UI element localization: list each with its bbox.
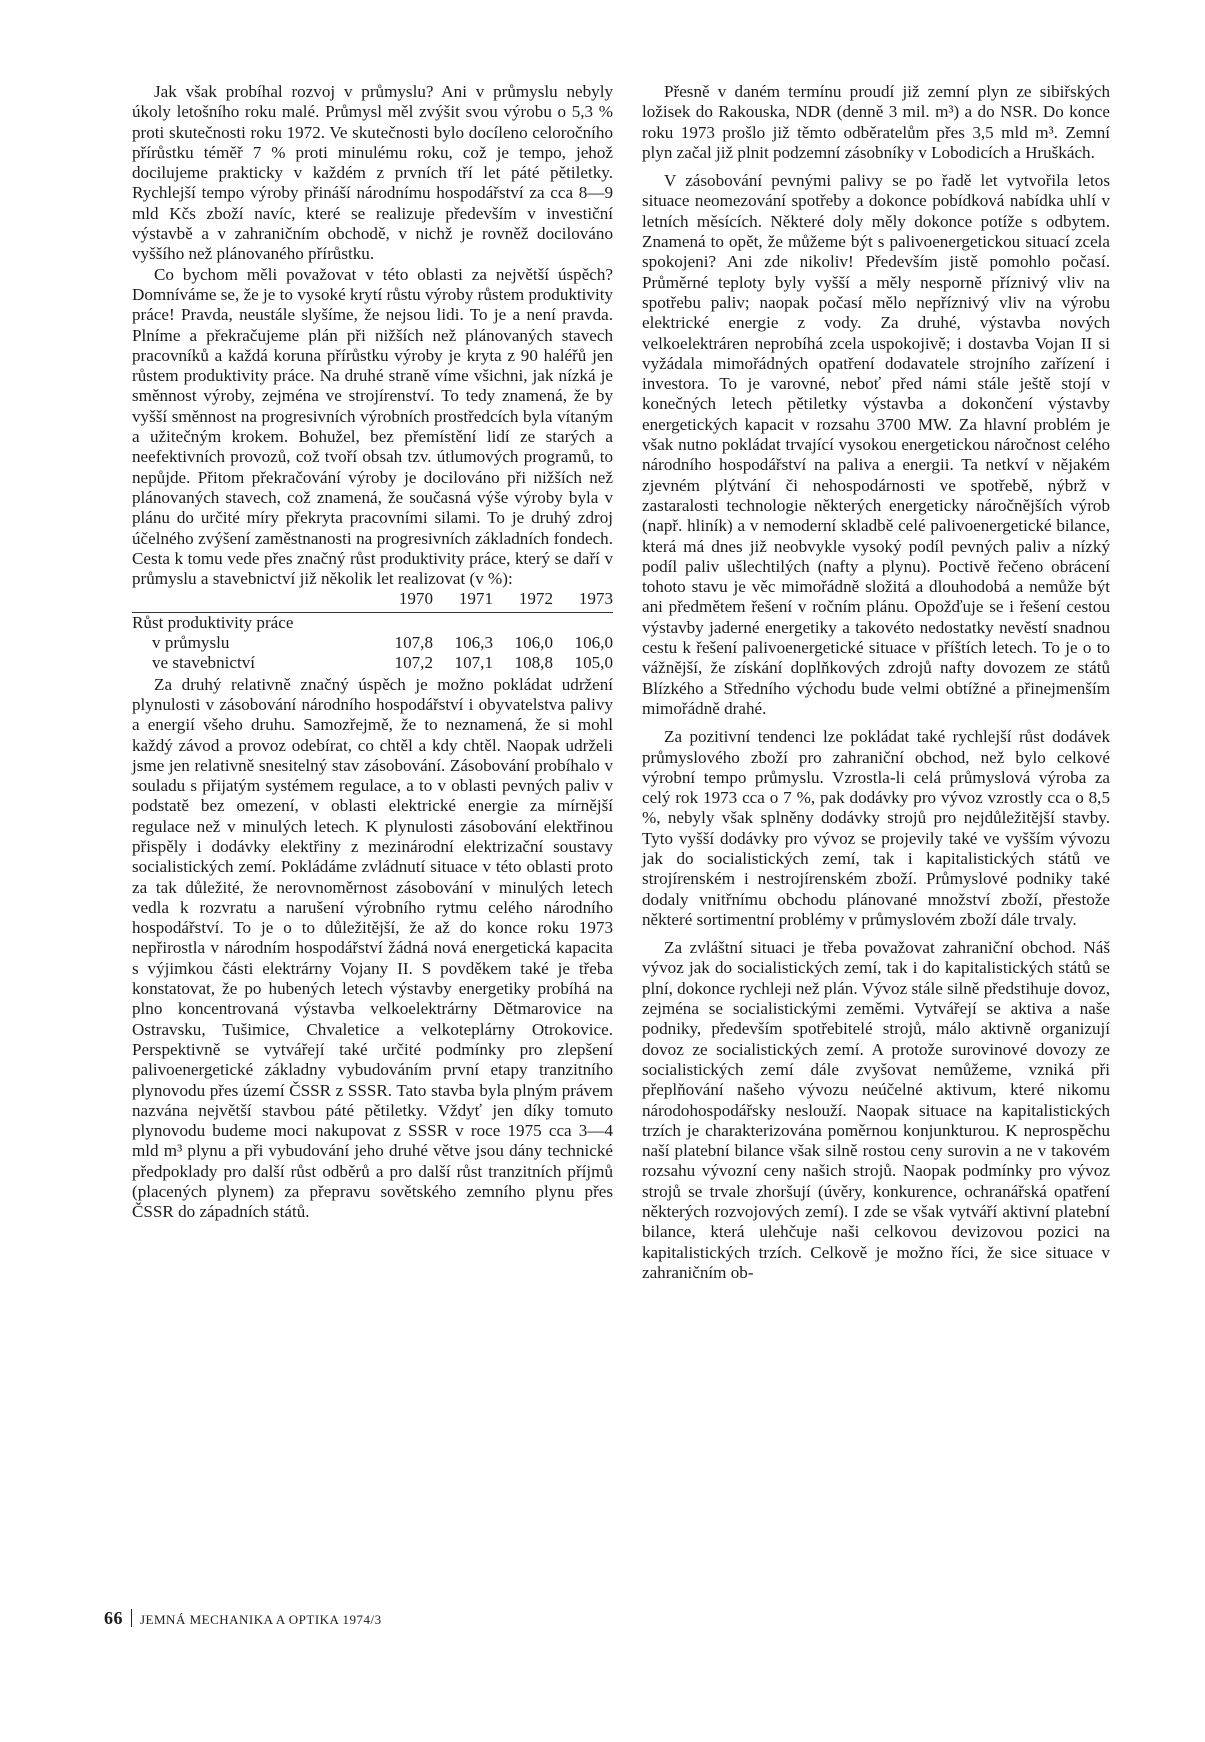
table-cell: 108,8 xyxy=(514,653,553,673)
table-cell: 107,8 xyxy=(394,633,433,653)
paragraph: Co bychom měli považovat v této oblasti za největší úspěch? Domníváme se, že je to vysoké krytí růstu výroby růstem produktivity práce! Pravda, neustále slyšíme, že nejsou lidi. To je a není pravda. Plníme a překračujeme plán při nižších než plánovaných stavech pracovníků a každá koruna přírůstku výroby je kryta z 90 haléřů jen růstem produktivity práce. Na druhé straně víme všichni, jak nízká je směnnost výroby, zejména ve strojírenství. To tedy znamená, že by vyšší směnnost na progresivních výrobních prostředcích byla vítaným a užitečným krokem. Bohužel, bez přemístění lidí ze starých a neefektivních provozů, což tvoří obsah tzv. útlumových programů, to nepůjde. Přitom překračování výroby je docilováno při nižších než plánovaných stavech, což znamená, že současná výše výroby byla v plánu do určité míry překryta pracovními silami. To je druhý zdroj účelného zvýšení zaměstnanosti na progresivních základních fondech. Cesta k tomu vede přes značný růst produktivity práce, který se daří v průmyslu a stavebnictví již několik let realizovat (v %): xyxy=(132,264,613,589)
table-cell: 106,0 xyxy=(514,633,553,653)
paragraph: Za druhý relativně značný úspěch je možno pokládat udržení plynulosti v zásobování národního hospodářství i obyvatelstva palivy a energií všeho druhu. Samozřejmě, že to neznamená, že si mohl každý závod a provoz odebírat, co chtěl a kdy chtěl. Naopak udrželi jsme jen relativně snesitelný stav zásobování. Zásobování probíhalo v souladu s přijatým systémem regulace, a to v oblasti pevných paliv v podstatě bez omezení, v oblasti elektrické energie za mírnější regulace než v minulých letech. K plynulosti zásobování elektřinou přispěly i dodávky elektřiny z mezinárodní elektrizační soustavy socialistických zemí. Pokládáme zvládnutí situace v této oblasti proto za tak důležité, že nerovnoměrnost zásobování v minulých letech vedla k rozvratu a narušení výrobního rytmu celého národního hospodářství. To je o to důležitější, že až do konce roku 1973 nepřirostla v národním hospodářství žádná nová energetická kapacita s výjimkou části elektrárny Vojany II. S povděkem také je třeba konstatovat, že po hubených letech výstavby energetiky probíhá na plno koncentrovaná výstavba velkoelektrárny Dětmarovice na Ostravsku, Tušimice, Chvaletice a velkoteplárny Otrokovice. Perspektivně se vytvářejí také určité podmínky pro zlepšení palivoenergetické základny vybudováním první etapy tranzitního plynovodu přes území ČSSR z SSSR. Tato stavba byla plným právem nazvána největší stavbou páté pětiletky. Vždyť jen díky tomuto plynovodu budeme moci nakupovat z SSSR v roce 1975 cca 3—4 mld m³ plynu a při vybudování jeho druhé větve jsou dány technické předpoklady pro další růst odběrů a pro další růst tranzitních příjmů (placených plynem) za přepravu sovětského zemního plynu přes ČSSR do západních států. xyxy=(132,674,613,1222)
paragraph: Za pozitivní tendenci lze pokládat také rychlejší růst dodávek průmyslového zboží pro zahraniční obchod, než bylo celkové výrobní tempo průmyslu. Vzrostla-li celá průmyslová výroba za celý rok 1973 cca o 7 %, pak dodávky pro vývoz vzrostly cca o 8,5 %, nebyly však splněny dodávky strojů pro nejdůležitější stavby. Tyto vyšší dodávky pro vývoz se projevily také ve vyšším vývozu jak do socialistických zemí, tak i kapitalistických států ve strojírenském i nestrojírenském zboží. Průmyslové podniky také dodaly vnitřnímu obchodu plánované množství zboží, přestože některé sortimentní problémy v průmyslovém zboží dále trvaly. xyxy=(642,727,1110,929)
footer-divider xyxy=(131,1609,132,1627)
paragraph: V zásobování pevnými palivy se po řadě let vytvořila letos situace neomezování spotřeby a dokonce pobídková nabídka uhlí v letních měsících. Některé doly měly dokonce potíže s odbytem. Znamená to opět, že můžeme být s palivoenergetickou situací zcela spokojeni? Ani zde nikoliv! Především jistě pomohlo počasí. Průměrné teploty byly vyšší a měly nesporně příznivý vliv na spotřebu paliv; naopak počasí mělo nepříznivý vliv na výrobu elektrické energie z vody. Za druhé, výstavba nových velkoelektráren neprobíhá zcela uspokojivě; i dostavba Vojan II si vyžádala mimořádných opatření dodavatele strojního zařízení i investora. To je varovné, neboť před námi stále ještě stojí v konečných letech pětiletky výstavba a dokončení výstavby energetických kapacit v rozsahu 3700 MW. Za hlavní problém je však nutno pokládat trvající vysokou energetickou náročnost celého národního hospodářství na paliva a energii. Ta netkví v nějakém zjevném plýtvání či nehospodárnosti ve spotřebě, nýbrž v zastaralosti technologie některých energeticky náročnějších výrob (např. hliník) a v nemoderní skladbě celé palivoenergetické bilance, která má dnes již neobvykle vysoký podíl pevných paliv a nízký podíl paliv ušlechtilých (nafty a plynu). Poctivě řečeno obrácení tohoto stavu je věc mimořádně složitá a dlouhodobá a nemůže být ani předmětem řešení v ročním plánu. Opožďuje se i řešení cestou výstavby jaderné energetiky a takovéto nedostatky nevěstí snadnou cestu k řešení palivoenergetické situace v příštích letech. To je o to vážnější, že získání doplňkových zdrojů nafty dovozem ze států Blízkého a Středního východu bude velmi obtížné a přinejmenším mimořádně drahé. xyxy=(642,171,1110,718)
page-number: 66 xyxy=(104,1608,123,1628)
table-cell: 107,2 xyxy=(394,653,433,673)
journal-name: JEMNÁ MECHANIKA A OPTIKA 1974/3 xyxy=(140,1612,382,1627)
year-header: 1971 xyxy=(433,589,493,612)
paragraph: Přesně v daném termínu proudí již zemní plyn ze sibiřských ložisek do Rakouska, NDR (denně 3 mil. m³) a do NSR. Do konce roku 1973 prošlo již těmto odběratelům přes 3,5 mld m³. Zemní plyn začal již plnit podzemní zásobníky v Lobodicích a Hruškách. xyxy=(642,82,1110,162)
table-group-label: Růst produktivity práce xyxy=(132,612,294,632)
year-header: 1970 xyxy=(373,589,433,612)
year-header: 1972 xyxy=(493,589,553,612)
table-row xyxy=(132,653,613,673)
page-footer xyxy=(104,1608,382,1629)
productivity-table xyxy=(132,589,613,673)
paragraph: Za zvláštní situaci je třeba považovat zahraniční obchod. Náš vývoz jak do socialistických zemí, tak i do kapitalistických států se plní, dokonce rychleji než plán. Vývoz stále silně předstihuje dovoz, zejména se socialistickými zeměmi. Vytvářejí se aktiva a naše podniky, především spotřebitelé strojů, málo aktivně organizují dovoz ze socialistických zemí. A protože surovinové dovozy ze socialistických zemí dále zvyšovat nemůžeme, vzniká při přeplňování našeho vývozu neúčelné aktivum, které nikomu národohospodářsky neslouží. Naopak situace na kapitalistických trzích je charakterizována poměrnou konjunkturou. K neprospěchu naší platební bilance však silně rostou ceny surovin a ne v takovém rozsahu vývozní ceny našich strojů. Naopak podmínky pro vývoz strojů se trvale zhoršují (úvěry, konkurence, ochranářská opatření některých rozvojových zemí). I zde se však vytváří aktivní platební bilance, která ulehčuje naši celkovou devizovou pozici na kapitalistických trzích. Celkově je možno říci, že sice situace v zahraničním ob- xyxy=(642,938,1110,1282)
table-cell: 107,1 xyxy=(454,653,493,673)
left-column xyxy=(132,82,613,1223)
row-label: v průmyslu xyxy=(152,633,230,653)
table-cell: 106,3 xyxy=(454,633,493,653)
paragraph: Jak však probíhal rozvoj v průmyslu? Ani v průmyslu nebyly úkoly letošního roku malé. Průmysl měl zvýšit svou výrobu o 5,3 % proti skutečnosti roku 1972. Ve skutečnosti bylo docíleno celoročního přírůstku téměř 7 % proti minulému roku, což je tempo, jehož docilujeme prakticky v každém z prvních tří let páté pětiletky. Rychlejší tempo výroby přináší národnímu hospodářství za cca 8—9 mld Kčs zboží navíc, které se realizuje především v investiční výstavbě a v zahraničním obchodě, v nichž je rovněž docilováno vyššího než plánovaného přírůstku. xyxy=(132,82,613,264)
table-cell: 105,0 xyxy=(574,653,613,673)
table-row xyxy=(132,633,613,653)
row-label: ve stavebnictví xyxy=(152,653,256,673)
year-header: 1973 xyxy=(553,589,613,612)
table-cell: 106,0 xyxy=(574,633,613,653)
right-column xyxy=(642,82,1110,1283)
